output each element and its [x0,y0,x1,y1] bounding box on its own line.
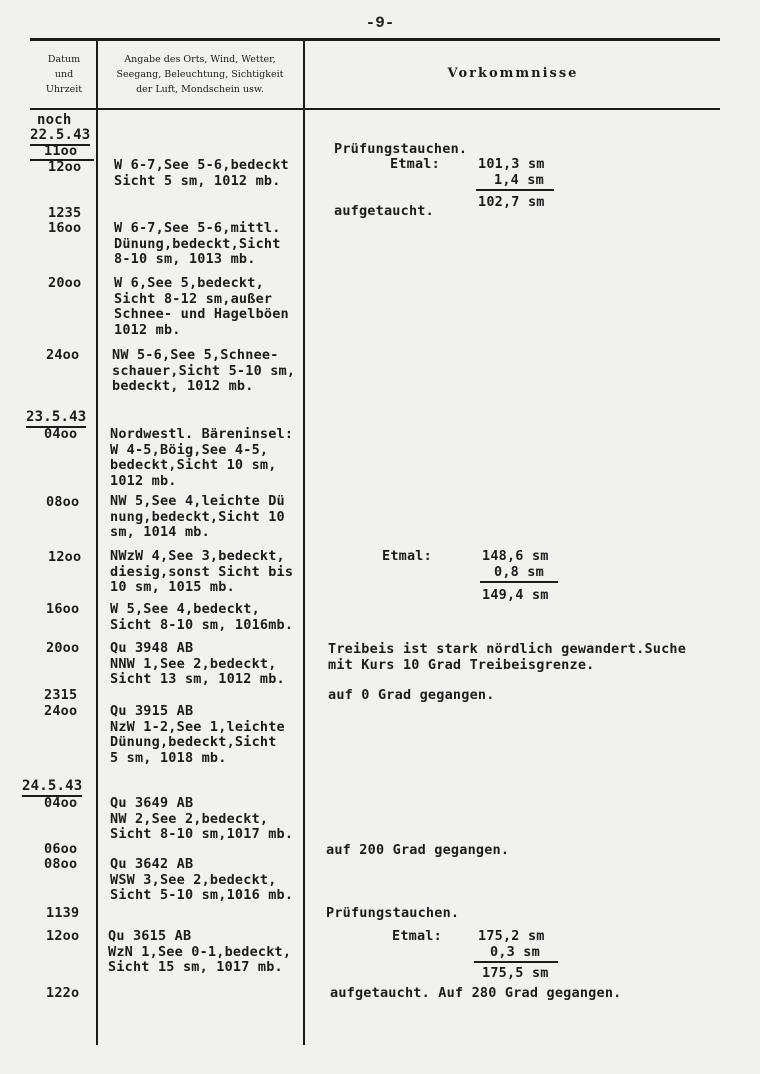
weather-entry: W 6,See 5,bedeckt, Sicht 8-12 sm,außer Schnee- und Hagelböen 1012 mb. [114,275,289,338]
weather-entry: W 6-7,See 5-6,mittl. Dünung,bedeckt,Sicht 8-10 sm, 1013 mb. [114,220,281,267]
time-entry: 08oo [46,494,80,510]
event-entry: Prüfungstauchen. [334,141,468,157]
header-text: Seegang, Beleuchtung, Sichtigkeit [116,69,284,80]
weather-entry: Nordwestl. Bäreninsel: W 4-5,Böig,See 4-5, bedeckt,Sicht 10 sm, 1012 mb. [110,426,294,489]
sum-line [476,189,554,191]
header-text: Angabe des Orts, Wind, Wetter, [124,54,276,65]
date-23-5-43: 23.5.43 [26,410,86,428]
weather-entry: NW 5-6,See 5,Schnee- schauer,Sicht 5-10 sm, bedeckt, 1012 mb. [112,347,296,394]
top-rule [30,38,720,41]
time-entry: 20oo [48,275,82,291]
header-text: und [54,69,74,80]
distance-value: 0,8 sm [494,564,544,580]
time-entry: 08oo [44,856,78,872]
time-entry: 2315 [44,687,78,703]
event-entry: Treibeis ist stark nördlich gewandert.Suche mit Kurs 10 Grad Treibeisgrenze. [328,641,687,673]
event-entry: auf 200 Grad gegangen. [326,842,510,858]
date-22-5-43: 22.5.43 [30,128,90,146]
sum-line [480,581,558,583]
date-continued: noch [37,112,72,128]
time-entry: 20oo [46,640,80,656]
time-entry: 04oo [44,795,78,811]
weather-entry: NWzW 4,See 3,bedeckt, diesig,sonst Sicht bis 10 sm, 1015 mb. [110,548,294,595]
column-divider-2 [303,40,305,1045]
etmal-label: Etmal: [392,928,442,944]
header-text: der Luft, Mondschein usw. [136,84,264,95]
weather-entry: NW 5,See 4,leichte Dü nung,bedeckt,Sicht 10 sm, 1014 mb. [110,493,285,540]
time-entry: 24oo [46,347,80,363]
sum-line [474,961,558,963]
weather-entry: Qu 3615 AB WzN 1,See 0-1,bedeckt, Sicht 15 sm, 1017 mb. [108,928,292,975]
etmal-label: Etmal: [390,156,440,172]
column-divider-1 [96,40,98,1045]
header-text: Uhrzeit [45,84,83,95]
distance-value: 1,4 sm [494,172,544,188]
header-conditions [100,52,300,97]
time-entry: 1235 [48,205,82,221]
distance-value: 101,3 sm [478,156,545,172]
distance-sum: 149,4 sm [482,587,549,603]
weather-entry: Qu 3948 AB NNW 1,See 2,bedeckt, Sicht 13 sm, 1012 mb. [110,640,285,687]
header-text: Datum [47,54,81,65]
time-entry: 04oo [44,426,78,442]
event-entry: auf 0 Grad gegangen. [328,687,495,703]
time-entry: 12oo [48,549,82,565]
time-entry: 12oo [46,928,80,944]
time-entry: 16oo [48,220,82,236]
weather-entry: Qu 3649 AB NW 2,See 2,bedeckt, Sicht 8-10 sm,1017 mb. [110,795,294,842]
distance-value: 0,3 sm [490,944,540,960]
date-24-5-43: 24.5.43 [22,779,82,797]
weather-entry: Qu 3642 AB WSW 3,See 2,bedeckt, Sicht 5-10 sm,1016 mb. [110,856,294,903]
header-date-time [34,52,94,97]
time-entry: 06oo [44,841,78,857]
page-number: -9- [365,14,395,32]
time-entry: 1139 [46,905,80,921]
etmal-label: Etmal: [382,548,432,564]
weather-entry: W 6-7,See 5-6,bedeckt Sicht 5 sm, 1012 mb. [114,157,289,189]
header-rule [30,108,720,110]
event-entry: aufgetaucht. Auf 280 Grad gegangen. [330,985,622,1001]
time-entry: 12oo [48,159,82,175]
time-entry: 122o [46,985,80,1001]
event-entry: Prüfungstauchen. [326,905,460,921]
header-events: Vorkommnisse [447,66,579,81]
time-entry: 11oo [44,143,78,159]
time-entry: 24oo [44,703,78,719]
time-entry: 16oo [46,601,80,617]
event-entry: aufgetaucht. [334,203,434,219]
distance-value: 148,6 sm [482,548,549,564]
distance-sum: 175,5 sm [482,965,549,981]
distance-value: 175,2 sm [478,928,545,944]
distance-sum: 102,7 sm [478,194,545,210]
weather-entry: Qu 3915 AB NzW 1-2,See 1,leichte Dünung,bedeckt,Sicht 5 sm, 1018 mb. [110,703,285,766]
weather-entry: W 5,See 4,bedeckt, Sicht 8-10 sm, 1016mb. [110,601,294,633]
